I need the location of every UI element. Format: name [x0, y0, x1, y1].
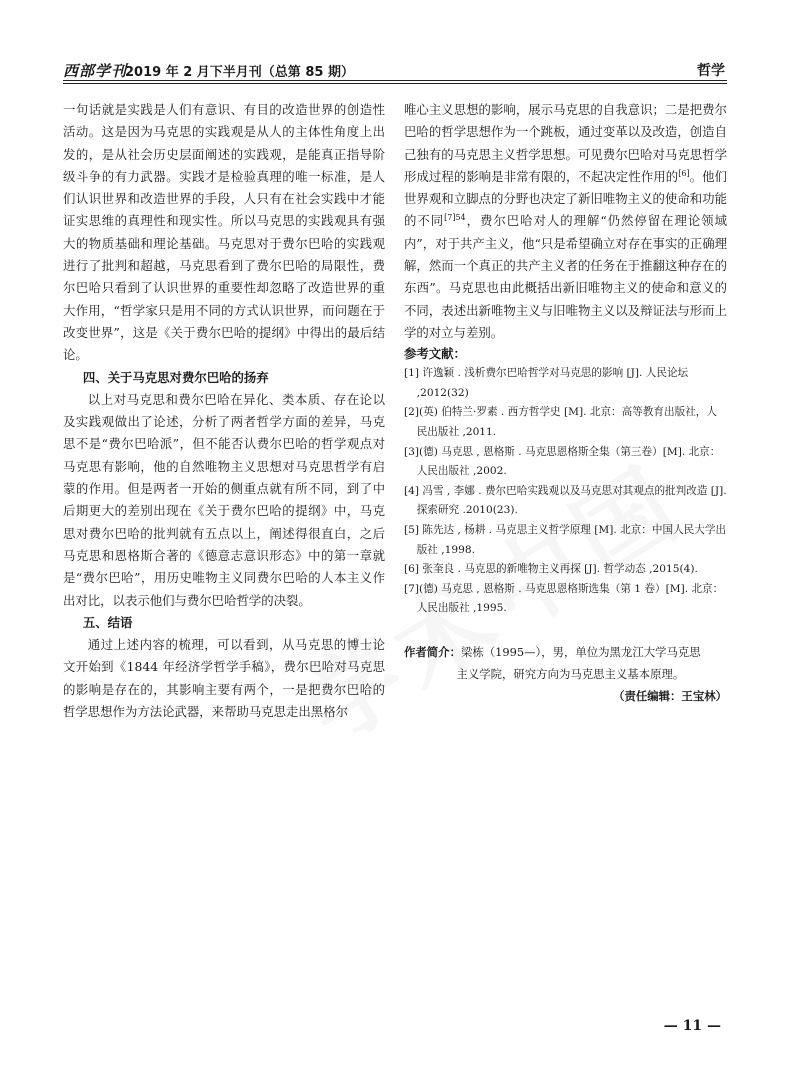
body-paragraph [404, 99, 727, 344]
citation: [7]54 [444, 213, 466, 223]
header-rule-thin [63, 83, 727, 84]
text-run: 。他们世界观和立脚点的分野也决定了新旧唯物主义的使命和功能的不同 [404, 168, 728, 229]
author-label: 作者简介： [404, 644, 461, 659]
author-text-continued: 主义学院，研究方向为马克思主义基本原理。 [456, 666, 685, 681]
header-rule [63, 80, 727, 81]
citation: [6] [678, 168, 690, 178]
body-paragraph: 一句话就是实践是人们有意识、有目的改造世界的创造性活动。这是因为马克思的实践观是从人的主体性角度上出发的，是从社会历史层面阐述的实践观，是能真正指导阶级斗争的有力武器。实践才是检验真理的唯一标准，是人们认识世界和改造世界的手段，人只有在社会实践中才能证实思维的真理性和现实性。所以马克思的实践观具有强大的物质基础和理论基础。马克思对于费尔巴哈的实践观进行了批判和超越，马克思看到了费尔巴哈的局限性，费尔巴哈只看到了认识世界的重要性却忽略了改造世界的重大作用，“哲学家只是用不同的方式认识世界，而问题在于改变世界”，这是《关于费尔巴哈的提纲》中得出的最后结论。 [63, 102, 385, 363]
editor-credit: （责任编辑：王宝林） [613, 688, 727, 703]
page-header [63, 60, 727, 82]
section-heading: 五、结语 [82, 614, 133, 630]
reference-item: [1] 许逸颖 . 浅析费尔巴哈哲学对马克思的影响 [J]. 人民论坛 ,2012(32) [404, 367, 689, 399]
references-heading: 参考文献： [404, 346, 466, 362]
reference-item: [5] 陈先达 , 杨耕 . 马克思主义哲学原理 [M]. 北京：中国人民大学出版社 ,1998. [404, 524, 727, 556]
author-bio [404, 641, 727, 685]
section-heading: 四、关于马克思对费尔巴哈的扬弃 [82, 369, 269, 385]
text-run: 唯心主义思想的影响，展示马克思的自我意识；二是把费尔巴哈的哲学思想作为一个跳板，通过变革以及改造，创造自己独有的马克思主义哲学思想。可见费尔巴哈对马克思哲学形成过程的影响是非常有限的，不起决定性作用的 [404, 102, 727, 184]
reference-item: [6] 张奎良 . 马克思的新唯物主义再探 [J]. 哲学动态 ,2015(4). [404, 563, 698, 576]
reference-item: [7](德) 马克思 , 恩格斯 . 马克思恩格斯选集（第 1 卷）[M]. 北京：人民出版社 ,1995. [404, 582, 724, 615]
body-paragraph: 通过上述内容的梳理，可以看到，从马克思的博士论文开始到《1844 年经济学哲学手稿》，费尔巴哈对马克思的影响是存在的，其影响主要有两个，一是把费尔巴哈的哲学思想作为方法论武器，来帮助马克思走出黑格尔 [63, 637, 385, 720]
author-text: 梁栋（1995—），男，单位为黑龙江大学马克思 [460, 644, 701, 659]
reference-list [404, 364, 727, 619]
left-column [63, 99, 385, 723]
reference-item: [2](英) 伯特兰·罗素 . 西方哲学史 [M]. 北京：高等教育出版社，人民出版社 ,2011. [404, 406, 717, 439]
reference-item: [4] 冯雪 , 李娜 . 费尔巴哈实践观以及马克思对其观点的批判改造 [J]. 探索研究 .2010(23). [404, 484, 727, 517]
text-run: ，费尔巴哈对人的理解“仍然停留在理论领域内”，对于共产主义，他“只是希望确立对存在事实的正确理解，然而一个真正的共产主义者的任务在于推翻这种存在的东西”。马克思也由此概括出新旧唯物主义的使命和意义的不同，表述出新唯物主义与旧唯物主义以及辩证法与形而上学的对立与差别。 [404, 213, 728, 340]
page-number: — 11 — [663, 1018, 721, 1034]
section-label: 哲学 [697, 63, 725, 79]
body-paragraph: 以上对马克思和费尔巴哈在异化、类本质、存在论以及实践观做出了论述，分析了两者哲学方面的差异，马克思不是“费尔巴哈派”，但不能否认费尔巴哈的哲学观点对马克思有影响，他的自然唯物主义思想对马克思哲学有启蒙的作用。但是两者一开始的侧重点就有所不同，到了中后期更大的差别出现在《关于费尔巴哈的提纲》中，马克思对费尔巴哈的批判就有五点以上，阐述得很直白，之后马克思和恩格斯合著的《德意志意识形态》中的第一章就是“费尔巴哈”，用历史唯物主义同费尔巴哈的人本主义作出对比，以表示他们与费尔巴哈哲学的决裂。 [63, 391, 385, 608]
issue-info: 2019 年 2 月下半月刊（总第 85 期） [125, 65, 354, 80]
right-column [404, 99, 727, 707]
author-line [404, 641, 727, 663]
reference-item: [3](德) 马克思 , 恩格斯 . 马克思恩格斯全集（第三卷）[M]. 北京：人民出版社 ,2002. [404, 445, 721, 478]
journal-logo: 西部学刊 [63, 62, 128, 80]
